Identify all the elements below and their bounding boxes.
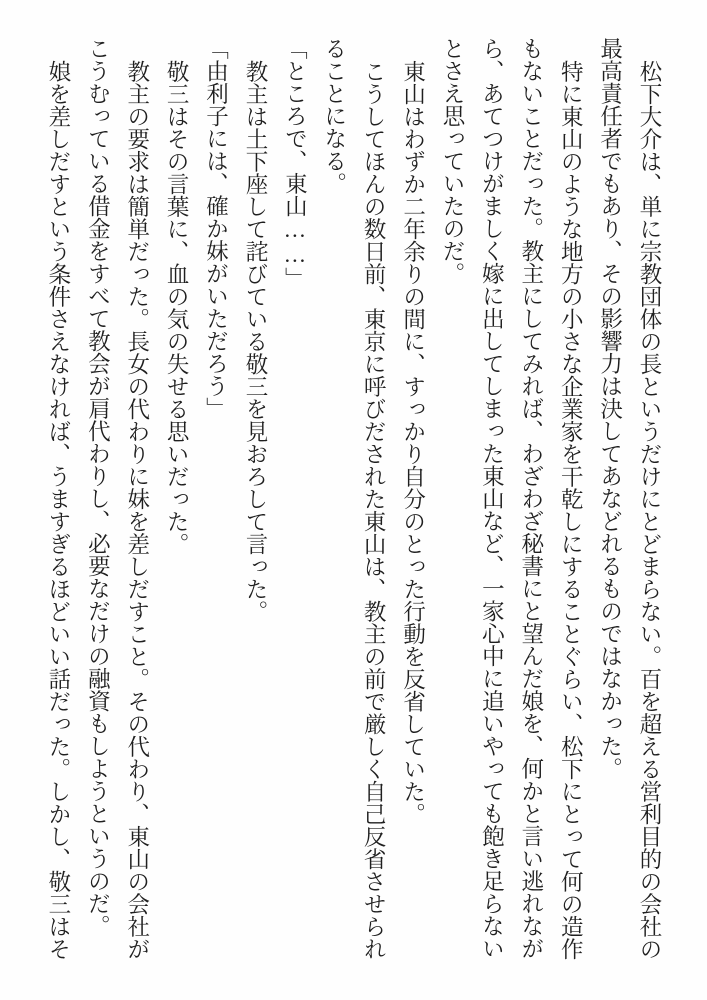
paragraph-dialogue: 「ところで、東山……」 bbox=[282, 37, 308, 290]
paragraph: 娘を差しだすという条件さえなければ、うますぎるほどいい話だった。しかし、敬三はそ bbox=[45, 59, 71, 960]
paragraph: 特に東山のような地方の小さな企業家を干乾しにすることぐらい、松下にとって何の造作もないことだった。教主にしてみれば、わざわざ秘書にと望んだ娘を、何かと言い逃れながら、あてつけがましく嫁に出してしまった東山など、一家心中に追いやっても飽き足らないとさえ思っていたのだ。 bbox=[439, 37, 584, 960]
paragraph: 教主の要求は簡単だった。長女の代わりに妹を差しだすこと。その代わり、東山の会社がこうむっている借金をすべて教会が肩代わりし、必要なだけの融資もしようというのだ。 bbox=[85, 37, 150, 960]
paragraph: 東山はわずか二年余りの間に、すっかり自分のとった行動を反省していた。 bbox=[400, 59, 426, 825]
paragraph-dialogue: 「由利子には、確か妹がいただろう」 bbox=[203, 37, 229, 420]
paragraph: 敬三はその言葉に、血の気の失せる思いだった。 bbox=[164, 59, 190, 555]
paragraph: こうしてほんの数日前、東京に呼びだされた東山は、教主の前で厳しく自己反省させられることになる。 bbox=[321, 37, 387, 960]
paragraph: 教主は土下座して詫びている敬三を見おろして言った。 bbox=[242, 59, 268, 622]
vertical-text-area bbox=[37, 37, 669, 961]
paragraph: 松下大介は、単に宗教団体の長というだけにとどまらない。百を超える営利目的の会社の最高責任者でもあり、その影響力は決してあなどれるものではなかった。 bbox=[597, 37, 662, 960]
